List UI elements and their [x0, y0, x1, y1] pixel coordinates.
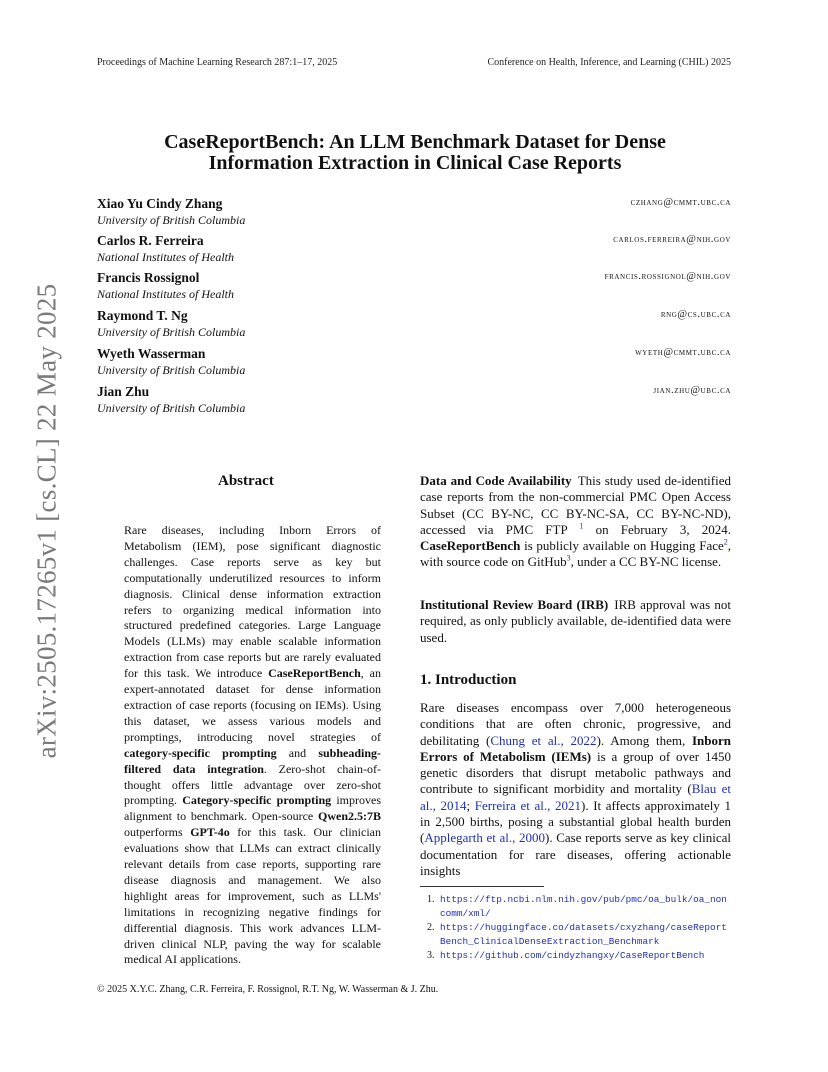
author-name: Wyeth Wasserman: [97, 346, 206, 361]
author-email[interactable]: francis.rossignol@nih.gov: [604, 271, 731, 282]
author-name: Carlos R. Ferreira: [97, 233, 204, 248]
introduction-heading: 1. Introduction: [420, 672, 517, 688]
author-affiliation: University of British Columbia: [97, 401, 246, 415]
citation-link[interactable]: Ferreira et al., 2021: [474, 797, 581, 813]
citation-link[interactable]: Chung et al., 2022: [490, 732, 597, 748]
irb-paragraph: [420, 597, 731, 646]
footnote-ref-3[interactable]: 3: [566, 554, 571, 564]
abstract-text: . Zero-shot chain-of-thought offers little advantage over zero-shot prompting.: [124, 761, 381, 808]
footnotes: [427, 893, 732, 963]
data-availability-text: , with source code on GitHub: [420, 538, 731, 570]
abstract-body: [124, 523, 381, 968]
footnote-3: [427, 949, 732, 963]
abstract-text: , an expert-annotated dataset for dense information extraction of case reports (focusing on IEMs). Using this dataset, we assess various models and promptings, introducing novel strategies of: [124, 666, 382, 744]
intro-text: is a group of over 1450 genetic disorders that disrupt metabolic pathways and contribute to significant morbidity and mortality (: [420, 748, 731, 797]
abstract-bold-term: GPT-4o: [190, 825, 230, 840]
abstract-bold-term: category-specific prompting: [124, 745, 277, 760]
abstract-heading: Abstract: [218, 473, 274, 489]
abstract-text: improves alignment to benchmark. Open-source: [124, 793, 381, 824]
arxiv-identifier-stamp: arXiv:2505.17265v1 [cs.CL] 22 May 2025: [31, 283, 62, 759]
abstract-text: for this task. Our clinician evaluations show that LLMs can extract clinically relevant details from case reports, supporting rare disease diagnosis and management. We also highlight areas for improvement, such as LLMs' limitations in recognizing negative findings for differential diagnosis. This work advances LLM-driven clinical NLP, paving the way for scalable medical AI applications.: [124, 825, 382, 967]
footnote-number: 1.: [427, 894, 435, 905]
intro-text: ). Case reports serve as key clinical documentation for rare diseases, offering actionable insights: [420, 830, 731, 878]
author-affiliation: University of British Columbia: [97, 363, 246, 377]
author-name: Raymond T. Ng: [97, 308, 188, 323]
citation-link[interactable]: Applegarth et al., 2000: [424, 830, 545, 846]
abstract-text: outperforms: [124, 825, 191, 840]
running-header-left: Proceedings of Machine Learning Research 287:1–17, 2025: [97, 57, 338, 68]
data-availability-text: is publicly available on Hugging Face: [520, 538, 724, 554]
author-affiliation: National Institutes of Health: [97, 250, 234, 264]
abstract-text: Rare diseases, including Inborn Errors of Metabolism (IEM), pose significant diagnostic challenges. Case reports serve as key but computationally underutilized resources to inform diagnosis. Clinical dense information extraction refers to organizing medical information into structured predefined categories. Large Language Models (LLMs) may enable scalable information extraction from case reports but are rarely evaluated for this task. We introduce: [124, 523, 381, 681]
footnote-number: 3.: [427, 950, 435, 961]
author-block-6: [97, 384, 731, 416]
data-availability-text: , under a CC BY-NC license.: [570, 554, 722, 570]
author-name: Francis Rossignol: [97, 270, 200, 285]
author-email[interactable]: jian.zhu@ubc.ca: [653, 385, 731, 396]
intro-text: ). Among them,: [596, 732, 692, 748]
introduction-paragraph: [420, 700, 731, 879]
irb-heading: Institutional Review Board (IRB): [420, 597, 609, 612]
paper-title: [100, 132, 730, 174]
intro-bold-term: Inborn Errors of Metabolism (IEMs): [420, 732, 732, 764]
copyright-notice: © 2025 X.Y.C. Zhang, C.R. Ferreira, F. Rossignol, R.T. Ng, W. Wasserman & J. Zhu.: [97, 984, 439, 995]
footnote-1: [427, 893, 732, 921]
footnote-url-link[interactable]: https://github.com/cindyzhangxy/CaseReportBench: [440, 950, 705, 961]
abstract-text: and: [276, 745, 319, 760]
data-availability-text: This study used de-identified case reports from the non-commercial PMC Open Access Subset (CC BY-NC, CC BY-NC-SA, CC BY-NC-ND), accessed via PMC FTP: [420, 473, 732, 537]
author-name: Xiao Yu Cindy Zhang: [97, 196, 223, 211]
footnote-ref-1[interactable]: 1: [579, 521, 584, 531]
paper-title-line-1: CaseReportBench: An LLM Benchmark Dataset for Dense: [164, 131, 666, 153]
author-affiliation: University of British Columbia: [97, 325, 246, 339]
abstract-bold-term: Category-specific prompting: [182, 793, 332, 808]
author-block-4: [97, 308, 731, 340]
author-email[interactable]: czhang@cmmt.ubc.ca: [630, 197, 731, 208]
footnote-number: 2.: [427, 922, 435, 933]
author-affiliation: University of British Columbia: [97, 213, 246, 227]
author-affiliation: National Institutes of Health: [97, 287, 234, 301]
irb-text: IRB approval was not required, as only publicly available, de-identified data were used.: [420, 597, 731, 645]
data-availability-text: on February 3, 2024.: [583, 521, 731, 537]
abstract-bold-term: CaseReportBench: [268, 666, 361, 681]
author-email[interactable]: rng@cs.ubc.ca: [660, 309, 731, 320]
footnote-url-link[interactable]: https://huggingface.co/datasets/cxyzhang/caseReportBench_ClinicalDenseExtraction_Benchmark: [440, 922, 727, 947]
footnote-url-link[interactable]: https://ftp.ncbi.nlm.nih.gov/pub/pmc/oa_bulk/oa_noncomm/xml/: [440, 894, 727, 919]
author-block-3: [97, 270, 731, 302]
citation-link[interactable]: Blau et al., 2014: [420, 781, 732, 813]
paper-title-line-2: Information Extraction in Clinical Case Reports: [208, 152, 622, 175]
footnote-2: [427, 921, 732, 949]
author-email[interactable]: carlos.ferreira@nih.gov: [613, 234, 731, 245]
abstract-bold-term: subheading-filtered data integration: [124, 745, 382, 776]
footnote-ref-2[interactable]: 2: [723, 537, 728, 547]
footnote-divider: [420, 886, 544, 887]
intro-text: ). It affects approximately 1 in 2,500 births, posing a substantial global health burden (: [420, 797, 731, 846]
data-availability-paragraph: [420, 473, 731, 571]
intro-text: Rare diseases encompass over 7,000 heterogeneous conditions that are often chronic, progressive, and debilitating (: [420, 700, 731, 748]
data-availability-heading: Data and Code Availability: [420, 473, 572, 488]
author-block-2: [97, 233, 731, 265]
abstract-bold-term: Qwen2.5:7B: [318, 809, 381, 824]
author-block-1: [97, 196, 731, 228]
data-availability-bold-term: CaseReportBench: [420, 538, 521, 554]
author-email[interactable]: wyeth@cmmt.ubc.ca: [635, 347, 731, 358]
intro-text: ;: [466, 797, 475, 813]
author-name: Jian Zhu: [97, 384, 150, 399]
running-header-right: Conference on Health, Inference, and Learning (CHIL) 2025: [487, 57, 731, 68]
author-block-5: [97, 346, 731, 378]
